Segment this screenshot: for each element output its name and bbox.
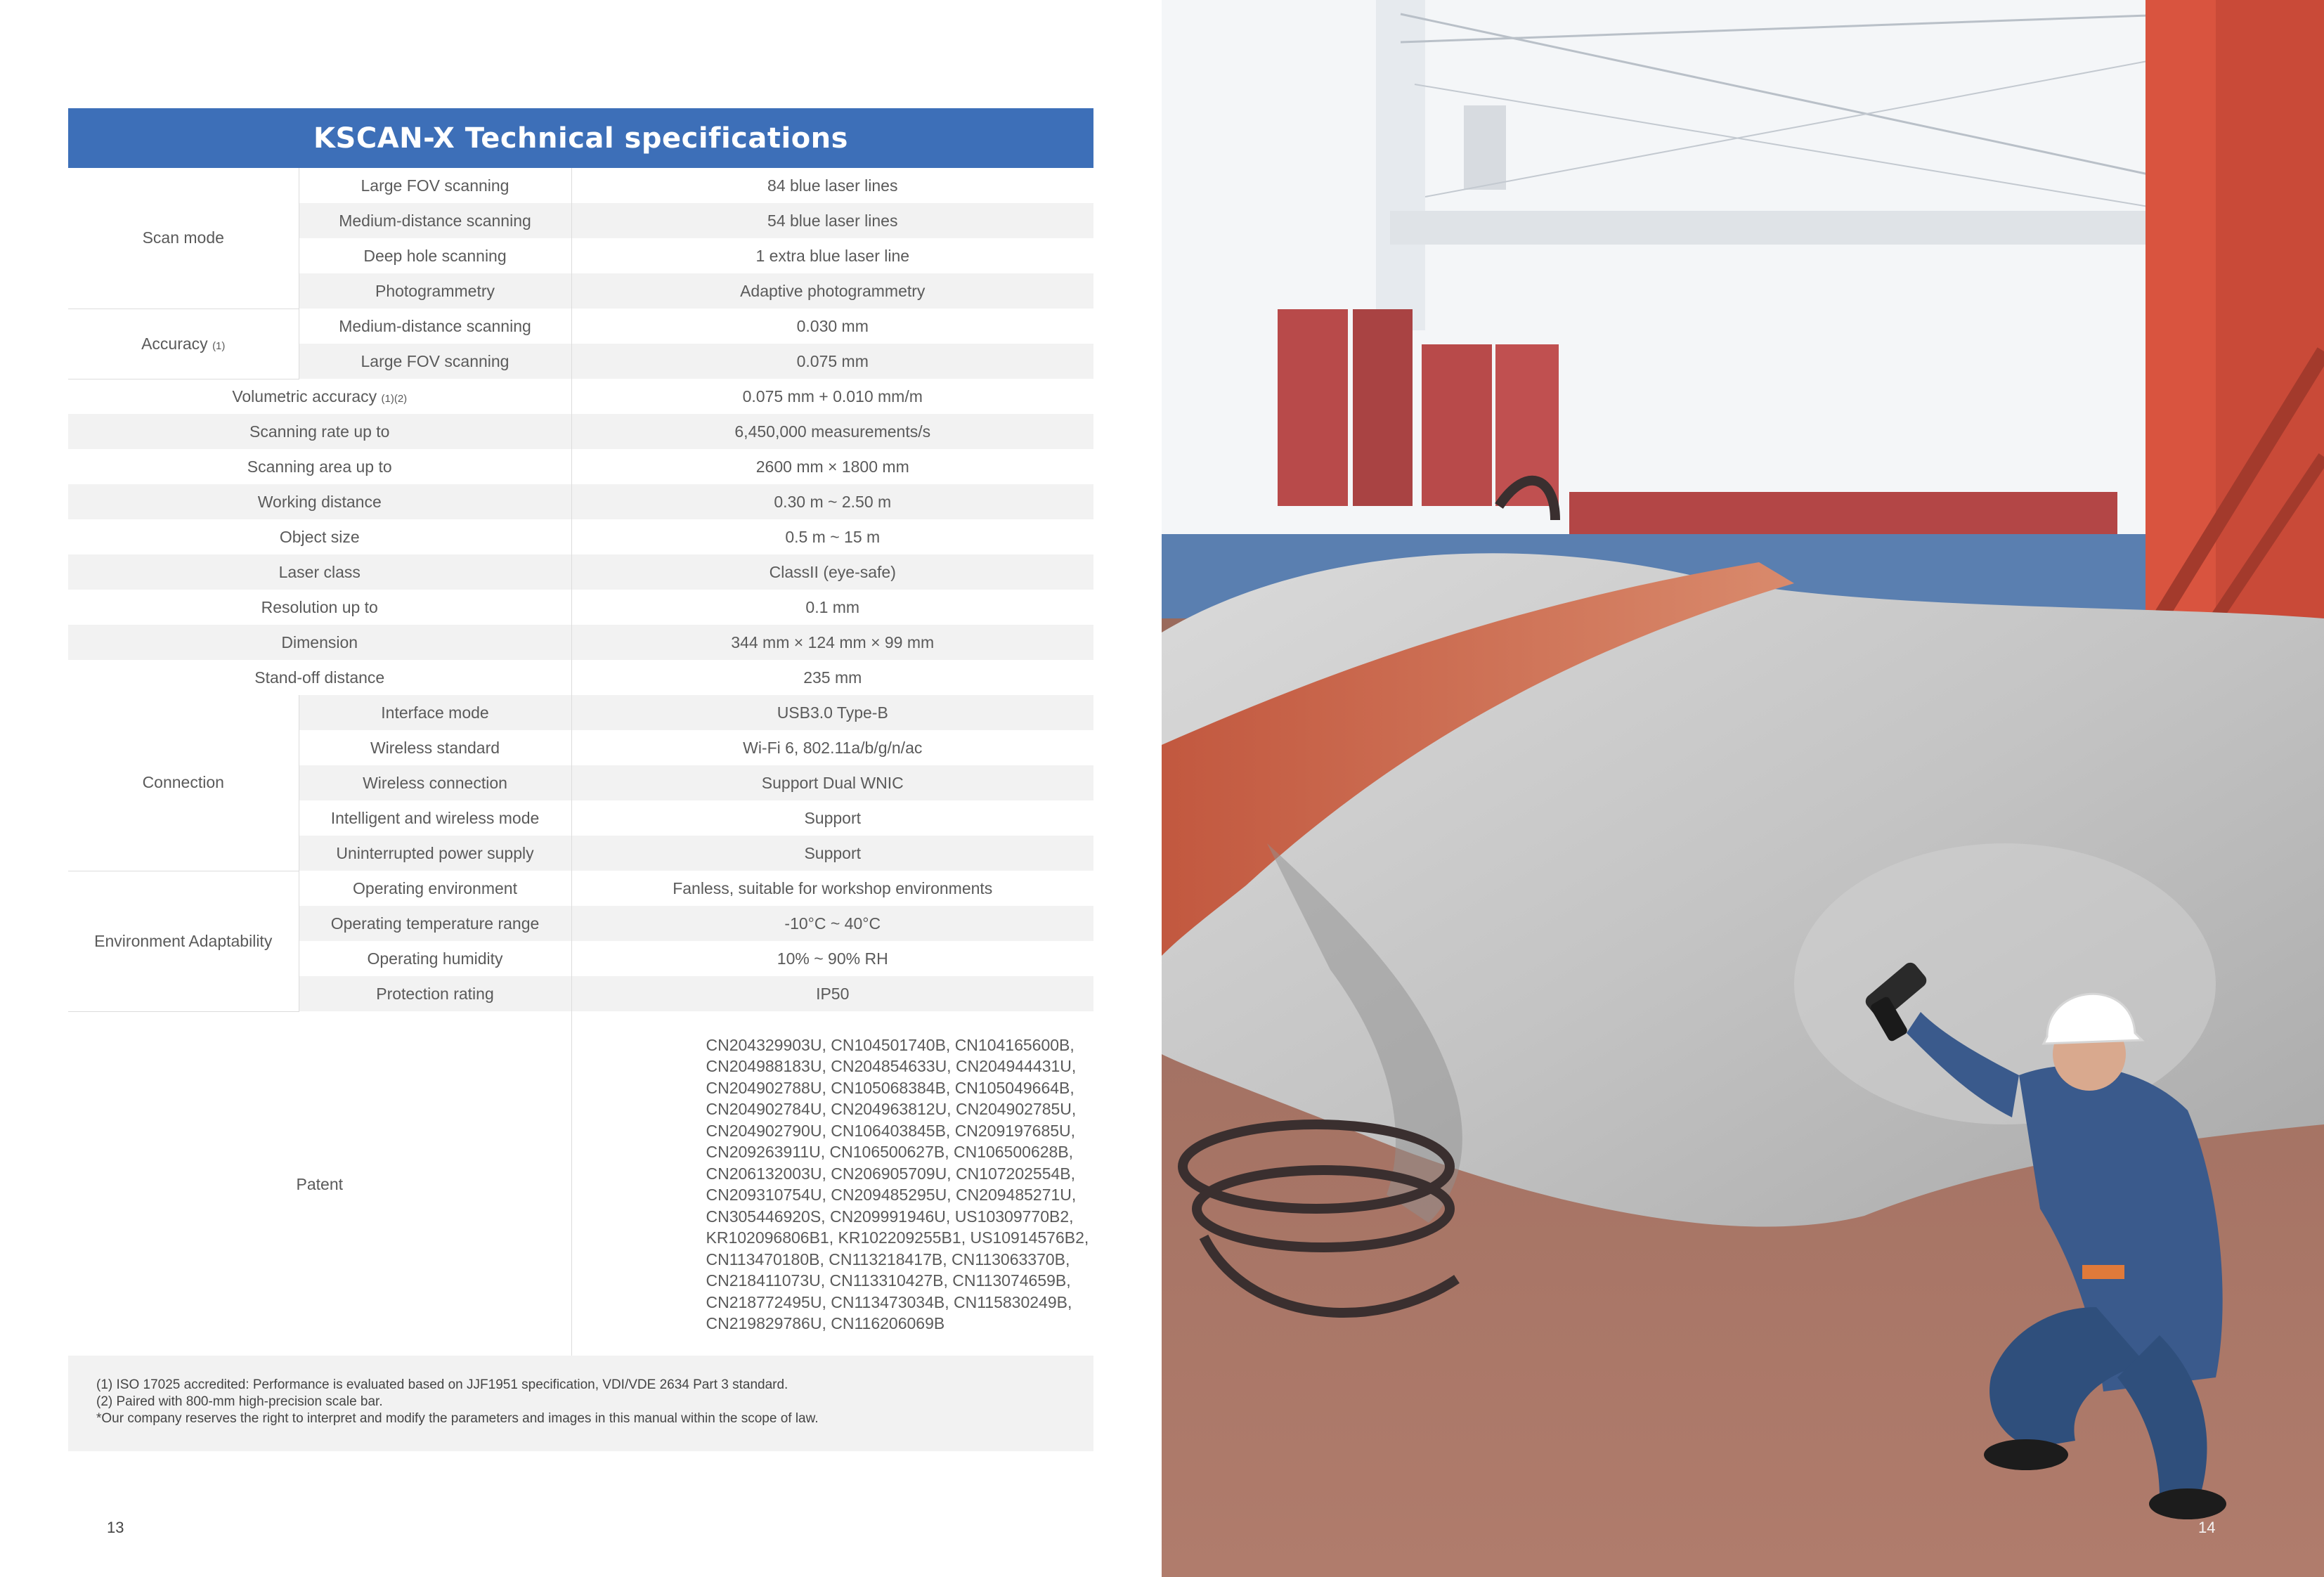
patent-line: CN204902790U, CN106403845B, CN209197685U, [706, 1121, 1076, 1140]
spec-name: Dimension [68, 625, 571, 660]
spec-value: IP50 [571, 976, 1093, 1011]
spec-value: Support [571, 836, 1093, 871]
spec-name: Medium-distance scanning [299, 203, 571, 238]
spec-name: Photogrammetry [299, 273, 571, 309]
table-row [68, 660, 1093, 695]
spec-value: 54 blue laser lines [571, 203, 1093, 238]
patent-line: CN209263911U, CN106500627B, CN106500628B, [706, 1143, 1074, 1161]
spec-value: Support Dual WNIC [571, 765, 1093, 800]
spec-title: KSCAN-X Technical specifications [68, 108, 1093, 168]
volumetric-label: Volumetric accuracy [232, 387, 377, 405]
patent-line: CN204988183U, CN204854633U, CN204944431U, [706, 1057, 1077, 1075]
spec-name: Operating humidity [299, 941, 571, 976]
group-label-scan-mode: Scan mode [68, 168, 299, 309]
page-number-right: 14 [2198, 1519, 2216, 1536]
spec-value: 0.075 mm [571, 344, 1093, 379]
spec-name: Operating temperature range [299, 906, 571, 941]
spec-value: -10°C ~ 40°C [571, 906, 1093, 941]
patent-line: CN206132003U, CN206905709U, CN107202554B, [706, 1164, 1076, 1183]
spec-value: 1 extra blue laser line [755, 246, 910, 265]
spec-value: 344 mm × 124 mm × 99 mm [571, 625, 1093, 660]
spec-value: Support [804, 808, 862, 827]
spec-name: Large FOV scanning [299, 168, 571, 203]
table-row [68, 449, 1093, 484]
spec-value: 0.030 mm [796, 316, 869, 335]
spec-name: Wireless connection [299, 765, 571, 800]
table-row [68, 168, 1093, 203]
patent-line: CN209310754U, CN209485295U, CN209485271U, [706, 1186, 1077, 1204]
table-row [68, 484, 1093, 519]
spec-name: Stand-off distance [68, 660, 571, 695]
photo-illustration [1162, 0, 2324, 1577]
spec-name: Interface mode [299, 695, 571, 730]
spec-value: ClassII (eye-safe) [571, 554, 1093, 590]
table-row [68, 554, 1093, 590]
patent-line: CN218772495U, CN113473034B, CN115830249B, [706, 1292, 1072, 1311]
patent-label: Patent [68, 1011, 571, 1357]
spec-value: 0.1 mm [805, 597, 860, 616]
spec-value: Adaptive photogrammetry [571, 273, 1093, 309]
table-row [68, 625, 1093, 660]
table-row [68, 379, 1093, 414]
group-label-accuracy [68, 309, 299, 379]
spec-name: Resolution up to [68, 590, 571, 625]
table-row [68, 1011, 1093, 1357]
spec-name: Intelligent and wireless mode [299, 800, 571, 836]
spec-name-volumetric [68, 379, 571, 414]
spec-name: Laser class [68, 554, 571, 590]
spec-value: Fanless, suitable for workshop environments [673, 878, 993, 897]
spec-value: USB3.0 Type-B [571, 695, 1093, 730]
patent-line: CN204329903U, CN104501740B, CN104165600B, [706, 1035, 1075, 1054]
spec-value: 2600 mm × 1800 mm [755, 457, 909, 476]
footnote: *Our company reserves the right to interpret and modify the parameters and images in this manual within the scope of law. [96, 1411, 819, 1426]
patent-line: CN204902784U, CN204963812U, CN204902785U, [706, 1100, 1077, 1118]
spec-name: Medium-distance scanning [299, 309, 571, 344]
spec-name: Operating environment [299, 871, 571, 906]
spec-value: 6,450,000 measurements/s [571, 414, 1093, 449]
table-row [68, 871, 1093, 906]
spec-name: Scanning area up to [68, 449, 571, 484]
spec-table [68, 168, 1093, 1357]
spec-name: Scanning rate up to [68, 414, 571, 449]
accuracy-label: Accuracy [141, 334, 208, 353]
spec-value: 84 blue laser lines [767, 176, 898, 195]
group-label-connection: Connection [68, 695, 299, 871]
page-number-left: 13 [107, 1519, 124, 1536]
spec-value: 235 mm [803, 668, 862, 687]
group-label-environment: Environment Adaptability [68, 871, 299, 1011]
patent-line: CN218411073U, CN113310427B, CN113074659B, [706, 1271, 1071, 1290]
spec-name: Working distance [68, 484, 571, 519]
table-row [68, 590, 1093, 625]
patent-line: CN219829786U, CN116206069B [706, 1314, 945, 1332]
table-row [68, 309, 1093, 344]
spec-name: Object size [68, 519, 571, 554]
product-photo [1162, 0, 2324, 1577]
table-row [68, 414, 1093, 449]
footnote-ref: (1)(2) [381, 392, 408, 405]
spec-value: 0.30 m ~ 2.50 m [571, 484, 1093, 519]
spec-name: Deep hole scanning [299, 238, 571, 273]
patent-line: KR102096806B1, KR102209255B1, US10914576B2, [706, 1228, 1089, 1247]
footnote-ref: (1) [212, 339, 226, 352]
patent-list [571, 1011, 1093, 1357]
spec-value: 0.075 mm + 0.010 mm/m [742, 387, 923, 405]
footnote: (1) ISO 17025 accredited: Performance is evaluated based on JJF1951 specification, VDI/VDE 2634 Part 3 standard. [96, 1377, 788, 1392]
patent-line: CN204902788U, CN105068384B, CN105049664B, [706, 1078, 1075, 1097]
patent-line: CN113470180B, CN113218417B, CN113063370B, [706, 1250, 1070, 1268]
table-row [68, 519, 1093, 554]
spec-name: Uninterrupted power supply [299, 836, 571, 871]
footnote: (2) Paired with 800-mm high-precision scale bar. [96, 1394, 383, 1409]
spec-name: Large FOV scanning [299, 344, 571, 379]
spec-value: 0.5 m ~ 15 m [785, 527, 881, 546]
table-row [68, 695, 1093, 730]
spec-name: Wireless standard [299, 730, 571, 765]
spec-name: Protection rating [299, 976, 571, 1011]
patent-line: CN305446920S, CN209991946U, US10309770B2, [706, 1207, 1074, 1226]
footnotes [68, 1356, 1093, 1451]
spec-value: 10% ~ 90% RH [777, 949, 888, 968]
spec-value: Wi-Fi 6, 802.11a/b/g/n/ac [743, 738, 923, 757]
